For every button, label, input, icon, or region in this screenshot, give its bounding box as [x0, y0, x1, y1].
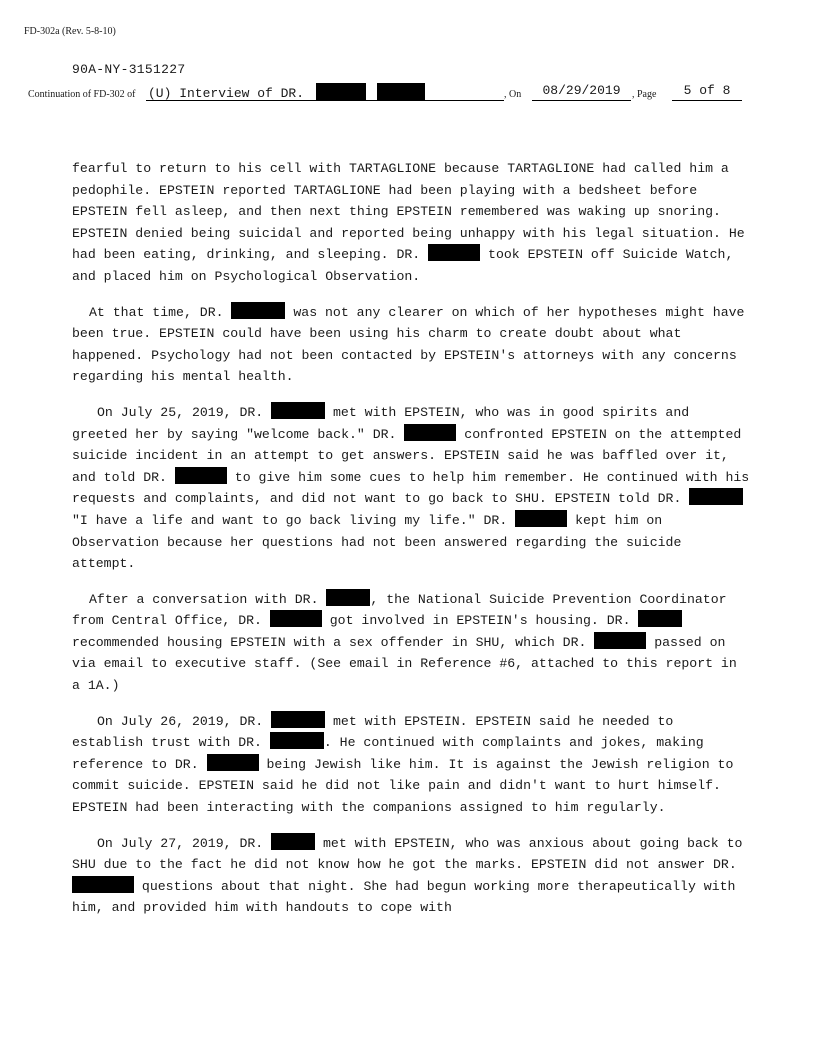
- paragraph-text: got involved in EPSTEIN's housing. DR.: [321, 613, 639, 629]
- page-label: , Page: [632, 89, 657, 100]
- paragraph-text: met with EPSTEIN, who was anxious about going back to SHU due to the fact he did not know how he got the marks. EPSTEIN did not answer DR.: [72, 835, 743, 873]
- paragraph-text: met with EPSTEIN. EPSTEIN said he needed to establish trust with DR.: [72, 713, 674, 751]
- redaction-box: [231, 302, 285, 319]
- subject-field: [146, 83, 504, 101]
- body-paragraph: [72, 711, 752, 819]
- paragraph-text: After a conversation with DR.: [89, 591, 327, 607]
- paragraph-text: On July 25, 2019, DR.: [97, 404, 272, 420]
- redaction-box: [377, 83, 425, 100]
- body-paragraph: [72, 833, 752, 919]
- body-paragraph: [72, 589, 752, 697]
- paragraph-text: , the National Suicide Prevention Coordinator from Central Office, DR.: [72, 591, 727, 629]
- redaction-box: [72, 876, 134, 893]
- subject-text: (U) Interview of DR.: [148, 86, 305, 101]
- redaction-box: [270, 610, 322, 627]
- continuation-label: Continuation of FD-302 of: [28, 89, 136, 100]
- redaction-box: [271, 833, 315, 850]
- paragraph-text: met with EPSTEIN, who was in good spirits and greeted her by saying "welcome back." DR.: [72, 404, 690, 442]
- body-paragraph: [72, 402, 752, 575]
- redaction-box: [271, 402, 325, 419]
- on-label: , On: [504, 89, 522, 100]
- report-body: [72, 158, 752, 933]
- paragraph-text: being Jewish like him. It is against the Jewish religion to commit suicide. EPSTEIN said he did not like pain and didn't want to hurt himself. EPSTEIN had been interacting with the companions assigned to him regularly.: [72, 756, 734, 816]
- redaction-box: [515, 510, 567, 527]
- redaction-box: [404, 424, 456, 441]
- redaction-box: [270, 732, 324, 749]
- redaction-box: [271, 711, 325, 728]
- file-number: 90A-NY-3151227: [72, 62, 186, 77]
- body-paragraph: [72, 302, 752, 388]
- paragraph-text: At that time, DR.: [89, 304, 232, 320]
- paragraph-text: took EPSTEIN off Suicide Watch, and placed him on Psychological Observation.: [72, 247, 734, 284]
- paragraph-text: On July 26, 2019, DR.: [97, 713, 272, 729]
- page-number-field: 5 of 8: [672, 83, 742, 101]
- redaction-box: [428, 244, 480, 261]
- paragraph-text: confronted EPSTEIN on the attempted suicide incident in an attempt to get answers. EPSTEIN said he was baffled over it, and told DR.: [72, 426, 742, 485]
- date-field: 08/29/2019: [532, 83, 631, 101]
- paragraph-text: recommended housing EPSTEIN with a sex offender in SHU, which DR.: [72, 634, 595, 650]
- form-id: FD-302a (Rev. 5-8-10): [24, 26, 116, 37]
- paragraph-text: fearful to return to his cell with TARTAGLIONE because TARTAGLIONE had called him a pedophile. EPSTEIN reported TARTAGLIONE had been playing with a bedsheet before EPSTEIN fell asleep, and then next thing EPSTEIN remembered was waking up snoring. EPSTEIN denied being suicidal and reported being unhappy with his legal situation. He had been eating, drinking, and sleeping. DR.: [72, 161, 745, 263]
- redaction-box: [207, 754, 259, 771]
- redaction-box: [689, 488, 743, 505]
- redaction-box: [175, 467, 227, 484]
- paragraph-text: passed on via email to executive staff. (See email in Reference #6, attached to this report in a 1A.): [72, 634, 737, 694]
- redaction-box: [594, 632, 646, 649]
- paragraph-text: kept him on Observation because her questions had not been answered regarding the suicide attempt.: [72, 512, 682, 572]
- paragraph-text: . He continued with complaints and jokes, making reference to DR.: [72, 735, 704, 772]
- redaction-box: [638, 610, 682, 627]
- paragraph-text: questions about that night. She had begun working more therapeutically with him, and provided him with handouts to cope with: [72, 878, 736, 916]
- paragraph-text: to give him some cues to help him remember. He continued with his requests and complaints, and did not want to go back to SHU. EPSTEIN told DR.: [72, 469, 750, 507]
- paragraph-text: "I have a life and want to go back living my life." DR.: [72, 512, 516, 528]
- redaction-box: [316, 83, 366, 100]
- paragraph-text: On July 27, 2019, DR.: [97, 835, 272, 851]
- redaction-box: [326, 589, 370, 606]
- body-paragraph: [72, 158, 752, 288]
- paragraph-text: was not any clearer on which of her hypotheses might have been true. EPSTEIN could have been using his charm to create doubt about what happened. Psychology had not been contacted by EPSTEIN's attorneys with any concerns regarding his mental health.: [72, 304, 745, 385]
